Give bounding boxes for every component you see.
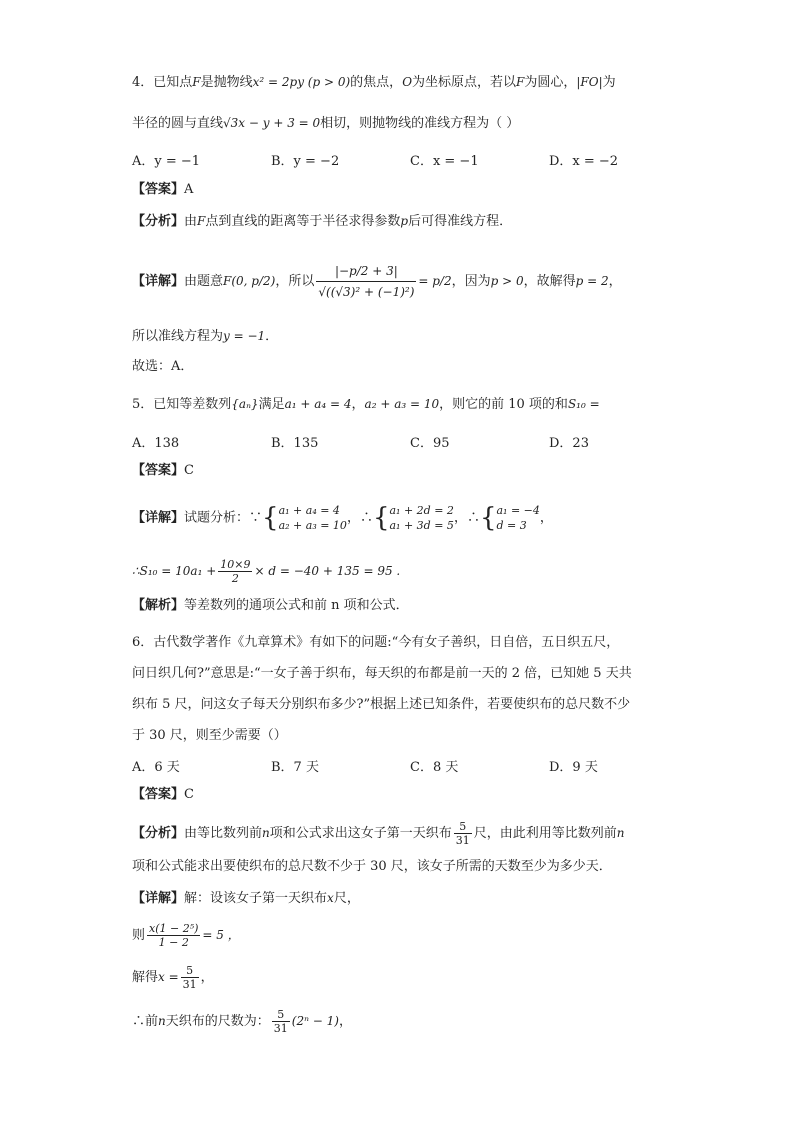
q4-pcond: p > 0 — [490, 274, 524, 288]
q4-var: p — [400, 214, 409, 228]
q4-analysis — [132, 212, 512, 231]
q6-frac-5-31 — [272, 1008, 290, 1035]
q5-cond: a₂ + a₃ = 10 — [364, 397, 440, 411]
q4-var: O — [402, 75, 413, 89]
q4-var: F — [516, 75, 525, 89]
q6-xval: x = — [158, 970, 179, 984]
q4-text: 所以准线方程为 — [132, 329, 224, 344]
q4-text: 半径的圆与直线 — [132, 116, 224, 131]
answer-tag: 【答案】 — [132, 787, 185, 802]
q6-frac-5-31 — [181, 964, 199, 991]
q5-text: ， — [539, 510, 553, 526]
q4-text: ，故解得 — [523, 274, 576, 289]
q4-parabola-eq: x² = 2py (p > 0) — [252, 75, 351, 89]
q6-total — [132, 1004, 352, 1038]
q6-detail — [132, 889, 360, 908]
q6-var: x — [327, 891, 334, 905]
therefore-symbol: ，∴ — [453, 510, 480, 526]
frac-den: 31 — [273, 1022, 288, 1035]
q5-detail — [132, 497, 553, 539]
q4-choice: 故选：A． — [132, 359, 194, 374]
q6-option-c: C．8 天 — [410, 760, 459, 775]
q4-text: 是抛物线 — [200, 75, 253, 90]
q6-frac-5-31 — [454, 820, 472, 847]
frac-num: 5 — [272, 1008, 290, 1022]
detail-tag: 【详解】 — [132, 891, 185, 906]
q6-text: ， — [338, 1014, 352, 1029]
frac-den: 2 — [231, 572, 239, 585]
brace-symbol: { — [479, 503, 497, 533]
q6-analysis — [132, 815, 625, 851]
analysis-tag: 【分析】 — [132, 214, 185, 229]
q5-answer — [132, 462, 194, 480]
q4-text: 的焦点， — [350, 75, 403, 90]
q5-sum-fraction — [218, 558, 252, 585]
frac-num: x(1 − 2⁵) — [149, 922, 199, 935]
q6-text: ， — [200, 970, 214, 985]
q4-psol: p = 2 — [575, 274, 609, 288]
sys-row: d = 3 — [496, 519, 527, 532]
q5-option-a: A．138 — [132, 436, 180, 451]
q5-sum-a: ∴S₁₀ = 10a₁ + — [132, 564, 217, 578]
q6-option-a: A．6 天 — [132, 760, 180, 775]
q6-text: 尺，由此利用等比数列前 — [473, 826, 617, 841]
q6-option-b: B．7 天 — [271, 760, 319, 775]
frac-num: 5 — [454, 820, 472, 834]
analysis-tag: 【分析】 — [132, 826, 185, 841]
q6-var: n — [262, 826, 270, 840]
q4-text: ． — [265, 329, 279, 344]
detail-tag: 【详解】 — [132, 274, 185, 289]
q5-sum-b: × d = −40 + 135 = 95 . — [254, 564, 401, 578]
q5-sum — [132, 553, 400, 589]
sys-row: a₁ = −4 — [496, 504, 540, 517]
q6-text: 由等比数列前 — [184, 826, 263, 841]
q6-text: 项和公式求出这女子第一天织布 — [269, 826, 452, 841]
q6-var: n — [616, 826, 625, 840]
q6-stem-l2: 问日织几何?”意思是:“一女子善于织布，每天织的布都是前一天的 2 倍，已知她 5 天共 — [132, 666, 632, 681]
q6-eq-rhs: = 5 ， — [202, 928, 240, 942]
q5-text: 满足 — [258, 397, 285, 412]
q5-explain — [132, 597, 409, 615]
q4-option-d: D．x = −2 — [549, 154, 619, 169]
q6-equation — [132, 918, 240, 952]
q6-text: 则 — [132, 928, 146, 943]
q4-text: 为圆心， — [524, 75, 577, 90]
q6-text: 解得 — [132, 970, 159, 985]
q5-system-3 — [497, 503, 540, 533]
q5-text: 5．已知等差数列 — [132, 397, 232, 412]
q6-answer — [132, 786, 194, 804]
q6-text: 尺， — [333, 891, 360, 906]
q5-seq: {aₙ} — [231, 397, 259, 411]
q4-stem-line1 — [132, 73, 616, 92]
q4-text: 由 — [184, 214, 198, 229]
q6-stem-l4: 于 30 尺，则至少需要（） — [132, 728, 287, 743]
q4-line-eq: √3x − y + 3 = 0 — [223, 116, 321, 130]
q4-var: F — [197, 214, 206, 228]
q5-option-b: B．135 — [271, 436, 319, 451]
q5-text: 等差数列的通项公式和前 n 项和公式． — [184, 598, 409, 613]
frac-den: 1 − 2 — [158, 936, 189, 949]
q4-text: 点到直线的距离等于半径求得参数 — [205, 214, 401, 229]
q6-total-expr: (2ⁿ − 1) — [291, 1014, 339, 1028]
q4-focus: F(0, p/2) — [223, 274, 276, 288]
q6-stem-l1: 6．古代数学著作《九章算术》有如下的问题:“今有女子善织，日自倍，五日织五尺， — [132, 635, 620, 650]
q5-cond: a₁ + a₄ = 4 — [284, 397, 352, 411]
q5-option-d: D．23 — [549, 436, 589, 451]
q6-sum-fraction — [147, 922, 200, 949]
answer-value: C — [184, 787, 194, 802]
q4-text: 为 — [602, 75, 616, 90]
answer-value: C — [184, 463, 194, 478]
q4-option-a: A．y = −1 — [132, 154, 201, 169]
q4-text: 由题意 — [184, 274, 224, 289]
q4-text: 为坐标原点，若以 — [412, 75, 517, 90]
q4-text: 4．已知点 — [132, 75, 193, 90]
q6-option-d: D．9 天 — [549, 760, 598, 775]
q6-stem-l3: 织布 5 尺，问这女子每天分别织布多少?”根据上述已知条件，若要使织布的总尺数不少 — [132, 697, 631, 712]
q5-system-1 — [279, 503, 347, 533]
q4-text: ， — [608, 274, 622, 289]
q6-analysis-l2: 项和公式能求出要使织布的总尺数不少于 30 尺，该女子所需的天数至少为多少天． — [132, 859, 612, 874]
q4-option-c: C．x = −1 — [410, 154, 479, 169]
frac-num: 10×9 — [220, 558, 251, 571]
q6-solution — [132, 960, 214, 994]
q6-text: 天织布的尺数为： — [165, 1014, 270, 1029]
sys-row: a₁ + 2d = 2 — [389, 504, 454, 517]
frac-den: 31 — [455, 834, 470, 847]
explain-tag: 【解析】 — [132, 598, 185, 613]
frac-num: |−p/2 + 3| — [316, 261, 416, 282]
q4-option-b: B．y = −2 — [271, 154, 340, 169]
q5-text: 试题分析：∵ — [184, 510, 263, 526]
q4-fo: |FO| — [576, 75, 603, 89]
brace-symbol: { — [262, 503, 279, 533]
answer-tag: 【答案】 — [132, 182, 185, 197]
q4-conclusion — [132, 327, 278, 346]
detail-tag: 【详解】 — [132, 510, 185, 526]
sys-row: a₁ + 3d = 5 — [389, 519, 454, 532]
q4-text: 相切，则抛物线的准线方程为（ ） — [320, 116, 520, 131]
q6-var: n — [158, 1014, 166, 1028]
therefore-symbol: ，∴ — [346, 510, 373, 526]
answer-value: A — [184, 182, 194, 197]
sys-row: a₁ + a₄ = 4 — [278, 504, 340, 517]
q4-stem-line2 — [132, 114, 519, 133]
q4-text: ，因为 — [451, 274, 491, 289]
q4-detail — [132, 256, 622, 306]
q6-text: ∴前 — [132, 1014, 159, 1029]
q5-text: ，则它的前 10 项的和 — [439, 397, 568, 412]
q5-system-2 — [390, 503, 454, 533]
sys-row: a₂ + a₃ = 10 — [278, 519, 347, 532]
q5-option-c: C．95 — [410, 436, 450, 451]
answer-tag: 【答案】 — [132, 463, 185, 478]
frac-den: 31 — [182, 978, 197, 991]
q4-text: ，所以 — [275, 274, 315, 289]
brace-symbol: { — [372, 503, 390, 533]
q4-distance-fraction — [316, 261, 416, 302]
q5-text: ， — [351, 397, 365, 412]
q5-s10: S₁₀ = — [567, 397, 600, 411]
q4-dist-rhs: = p/2 — [418, 274, 452, 288]
q4-directrix: y = −1 — [223, 329, 266, 343]
q5-stem — [132, 395, 600, 414]
q4-var: F — [192, 75, 201, 89]
frac-num: 5 — [181, 964, 199, 978]
q6-text: 解：设该女子第一天织布 — [184, 891, 328, 906]
q4-text: 后可得准线方程． — [408, 214, 513, 229]
frac-den: √((√3)² + (−1)²) — [318, 285, 415, 299]
q4-answer — [132, 181, 193, 199]
